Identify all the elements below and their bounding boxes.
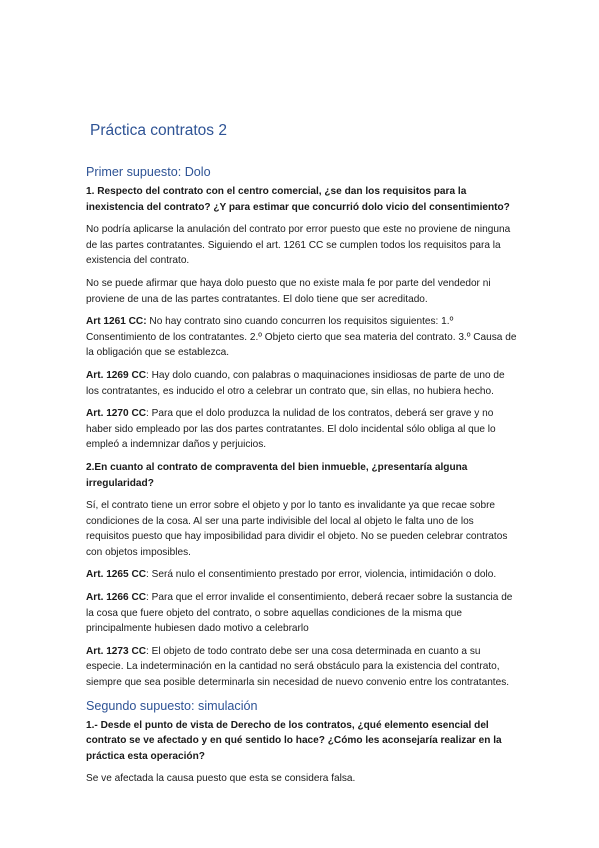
document-body bbox=[86, 164, 518, 794]
article-text: : Para que el dolo produzca la nulidad de los contratos, deberá ser grave y no haber sido empleado por las dos partes contratantes. El dolo incidental sólo obliga al que lo empleó a indemnizar daños y perjuicios. bbox=[86, 408, 496, 451]
question-2-dolo: 2.En cuanto al contrato de compraventa del bien inmueble, ¿presentaría alguna irregularidad? bbox=[86, 461, 468, 489]
article-text: : Será nulo el consentimiento prestado por error, violencia, intimidación o dolo. bbox=[146, 569, 497, 581]
article-label: Art. 1273 CC bbox=[86, 645, 147, 657]
article-label: Art. 1269 CC bbox=[86, 369, 147, 381]
article-1266 bbox=[86, 590, 518, 637]
answer-paragraph: No se puede afirmar que haya dolo puesto que no existe mala fe por parte del vendedor ni proviene de una de las partes contratantes. El dolo tiene que ser acreditado. bbox=[86, 277, 491, 305]
article-1269 bbox=[86, 368, 518, 399]
answer-paragraph: No podría aplicarse la anulación del contrato por error puesto que este no proviene de ninguna de las partes contratantes. Siguiendo el art. 1261 CC se cumplen todos los requisitos para la existencia del contrato. bbox=[86, 224, 511, 267]
article-1270 bbox=[86, 406, 518, 453]
article-text: : Hay dolo cuando, con palabras o maquinaciones insidiosas de parte de uno de los contratantes, es inducido el otro a celebrar un contrato que, sin ellas, no hubiera hecho. bbox=[86, 369, 505, 397]
article-label: Art. 1266 CC bbox=[86, 592, 147, 604]
section-heading-simulacion: Segundo supuesto: simulación bbox=[86, 698, 258, 713]
document-title: Práctica contratos 2 bbox=[90, 122, 227, 139]
article-label: Art. 1270 CC bbox=[86, 408, 147, 420]
question-1-dolo: 1. Respecto del contrato con el centro comercial, ¿se dan los requisitos para la inexistencia del contrato? ¿Y para estimar que concurrió dolo vicio del consentimiento? bbox=[86, 186, 510, 213]
section-heading-dolo: Primer supuesto: Dolo bbox=[86, 165, 211, 179]
article-text: No hay contrato sino cuando concurren los requisitos siguientes: 1.º Consentimiento de los contratantes. 2.º Objeto cierto que sea materia del contrato. 3.º Causa de la obligación que se establezca. bbox=[86, 316, 517, 359]
article-1273 bbox=[86, 644, 518, 691]
article-1265 bbox=[86, 567, 518, 583]
answer-paragraph: Sí, el contrato tiene un error sobre el objeto y por lo tanto es invalidante ya que recae sobre condiciones de la cosa. Al ser una parte indivisible del local al objeto le falta uno de los requisitos puesto que hay imposibilidad para dividir el objeto. No se pueden celebrar contratos con objetos imposibles. bbox=[86, 500, 508, 558]
article-1261 bbox=[86, 314, 518, 361]
article-text: : El objeto de todo contrato debe ser una cosa determinada en cuanto a su especie. La indeterminación en la cantidad no será obstáculo para la existencia del contrato, siempre que sea posible determinarla sin necesidad de nuevo convenio entre los contratantes. bbox=[86, 645, 510, 689]
article-label: Art 1261 CC: bbox=[86, 316, 147, 328]
question-1-simulacion: 1.- Desde el punto de vista de Derecho de los contratos, ¿qué elemento esencial del contrato se ve afectado y en qué sentido lo hace? ¿Cómo les aconsejaría realizar en la práctica esta operación? bbox=[86, 719, 502, 762]
article-label: Art. 1265 CC bbox=[86, 569, 147, 581]
answer-paragraph: Se ve afectada la causa puesto que esta se considera falsa. bbox=[86, 773, 356, 785]
article-text: : Para que el error invalide el consentimiento, deberá recaer sobre la sustancia de la cosa que fuere objeto del contrato, o sobre aquellas condiciones de la misma que principalmente hubiesen dado motivo a celebrarlo bbox=[86, 592, 513, 635]
